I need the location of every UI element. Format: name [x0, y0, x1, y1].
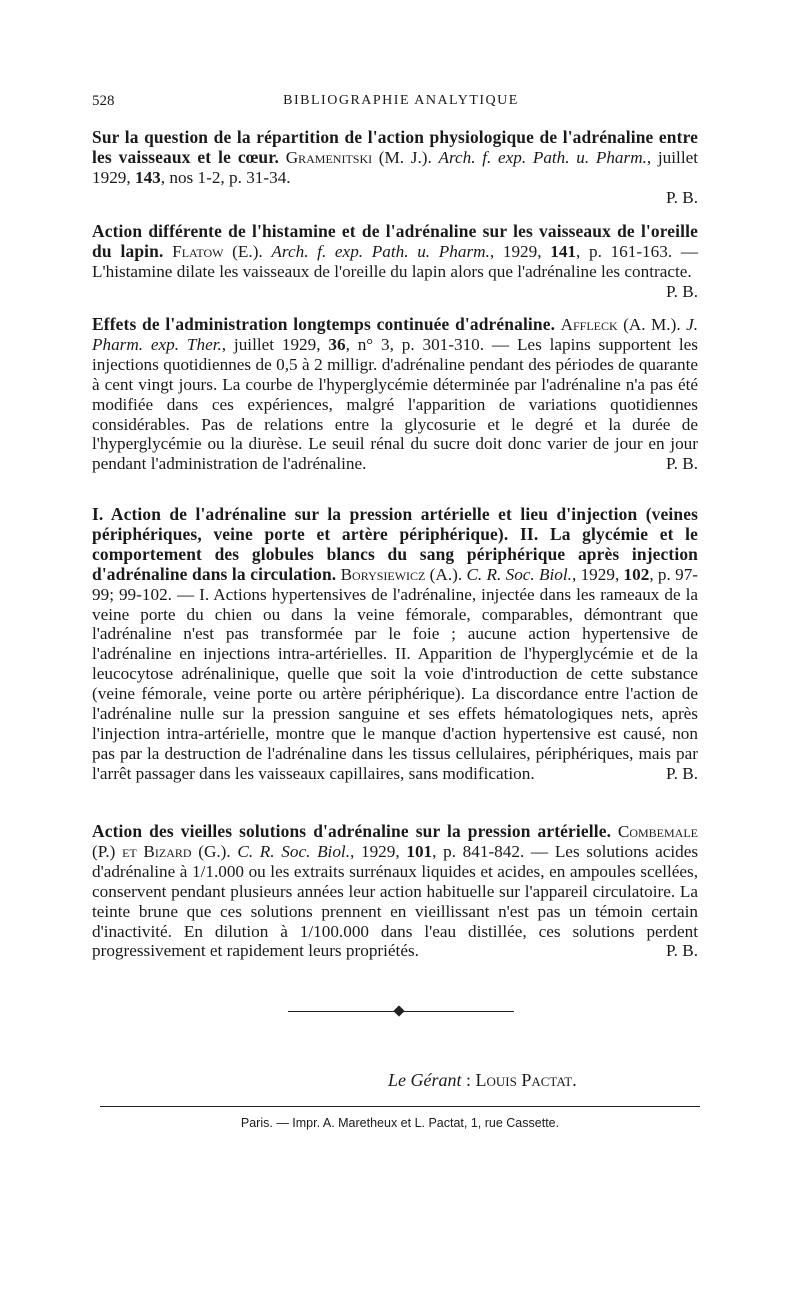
gerant-separator: :: [461, 1070, 476, 1090]
section-separator: [288, 1005, 514, 1017]
entry-summary: Les solutions acides d'adrénaline à 1/1.000 ou les extraits surrénaux liquides et acides, en ampoules scellées, conservent pendant plusieurs années leur action habituelle sur l'appareil circulatoire. La teinte brune que ces solutions prennent en vieillissant n'est pas un témoin certain d'inactivité. En dilution à 1/100.000 dans l'eau distillée, ces solutions perdent progressivement et rapidement leurs propriétés.: [92, 841, 699, 961]
gerant-name: Louis Pactat.: [475, 1070, 577, 1090]
entry-initials: P. B.: [665, 941, 698, 961]
entry-author: Flatow (E.).: [172, 241, 263, 261]
page-number: 528: [92, 93, 115, 109]
entry-title: Action des vieilles solutions d'adrénaline sur la pression artérielle.: [92, 821, 612, 841]
entry-title: Action différente de l'histamine et de l'adrénaline sur les vaisseaux de l'oreille du lapin.: [92, 221, 698, 261]
entry-journal: C. R. Soc. Biol.: [466, 564, 572, 584]
entry-author: Gramenitski (M. J.).: [285, 147, 432, 167]
entry-citation-post: , p. 97-99; 99-102. —: [92, 564, 699, 604]
entry-journal: Arch. f. exp. Path. u. Pharm.: [438, 147, 647, 167]
bibliography-entry: [92, 822, 698, 961]
entry-citation-pre: , juillet 1929,: [92, 147, 698, 187]
bibliography-entry: [92, 128, 698, 208]
entry-journal: Arch. f. exp. Path. u. Pharm.: [271, 241, 490, 261]
entry-citation-pre: , 1929,: [489, 241, 551, 261]
entry-summary: L'histamine dilate les vaisseaux de l'oreille du lapin alors que l'adrénaline les contracte.: [92, 261, 692, 281]
entry-citation-pre: , 1929,: [350, 841, 407, 861]
entry-citation-pre: , juillet 1929,: [221, 334, 329, 354]
entry-citation-pre: , 1929,: [571, 564, 624, 584]
entry-title: Effets de l'administration longtemps continuée d'adrénaline.: [92, 314, 556, 334]
bibliography-entry: [92, 505, 698, 784]
entry-initials: P. B.: [665, 187, 698, 207]
entry-volume: 143: [134, 167, 161, 187]
entry-journal: C. R. Soc. Biol.: [237, 841, 351, 861]
entry-summary: I. Actions hypertensives de l'adrénaline, injectée dans les rameaux de la veine porte du chien ou dans la veine fémorale, comparables, démontrant que l'adrénaline n'est pas transformée par le foie ; aucune action hypertensive de l'adrénaline en injections intra-artérielles. II. Apparition de l'hyperglycémie et de la leucocytose adrénalinique, quelle que soit la voie d'introduction de cette substance (veine fémorale, veine porte ou artère périphérique). La discordance entre l'action de l'adrénaline nulle sur la pression sanguine et ses effets hématologiques nets, après l'injection intra-artérielle, montre que le manque d'action hypertensive est causé, non pas par la destruction de l'adrénaline dans les tissus cellulaires, périphériques, mais par l'arrêt passager dans les vaisseaux capillaires, sans modification.: [92, 584, 699, 783]
entry-volume: 36: [328, 334, 346, 354]
entry-author: Affleck (A. M.).: [560, 315, 681, 334]
entry-citation-post: , nos 1-2, p. 31-34.: [160, 167, 291, 187]
entry-citation-post: , p. 841-842. —: [432, 841, 549, 861]
entry-title: Sur la question de la répartition de l'action physiologique de l'adrénaline entre les vaisseaux et le cœur.: [92, 127, 698, 167]
entry-volume: 102: [623, 564, 650, 584]
entry-initials: P. B.: [665, 454, 698, 474]
bibliography-entry: [92, 315, 698, 474]
bibliography-entry: [92, 222, 698, 302]
entry-title: I. Action de l'adrénaline sur la pression artérielle et lieu d'injection (veines périphériques, veine porte et artère périphérique). II. La glycémie et le comportement des globules blancs du sang périphérique après injection d'adrénaline dans la circulation.: [92, 504, 698, 584]
entry-summary: Les lapins supportent les injections quotidiennes de 0,5 à 2 milligr. d'adrénaline pendant des périodes de quarante à cent vingt jours. La courbe de l'hyperglycémie déterminée par l'adrénaline n'a pas été modifiée dans ces expériences, malgré l'apparition de variations quotidiennes considérables. Pas de relations entre la glycosurie et le degré et la durée de l'hyperglycémie ou la diurèse. Le seuil rénal du sucre doit donc varier de jour en jour pendant l'administration de l'adrénaline.: [92, 334, 698, 474]
running-head: [92, 93, 710, 115]
entry-citation-post: , p. 161-163. —: [576, 241, 699, 261]
printer-imprint: Paris. — Impr. A. Maretheux et L. Pactat, 1, rue Cassette.: [240, 1116, 560, 1130]
diamond-ornament-icon: [393, 1005, 404, 1016]
entry-author: Borysiewicz (A.).: [340, 564, 463, 584]
gerant-label: Le Gérant: [388, 1070, 462, 1090]
entry-initials: P. B.: [665, 281, 698, 301]
entry-journal: J. Pharm. exp. Ther.: [92, 315, 699, 354]
entry-initials: P. B.: [665, 763, 698, 783]
entry-author: Combemale (P.) et Bizard (G.).: [92, 822, 698, 861]
gerant-signature: [388, 1070, 688, 1091]
entry-volume: 101: [406, 841, 433, 861]
running-title: BIBLIOGRAPHIE ANALYTIQUE: [283, 93, 519, 108]
entry-volume: 141: [550, 241, 576, 261]
entry-citation-post: , n° 3, p. 301-310. —: [345, 334, 510, 354]
imprint-rule: [100, 1106, 700, 1107]
